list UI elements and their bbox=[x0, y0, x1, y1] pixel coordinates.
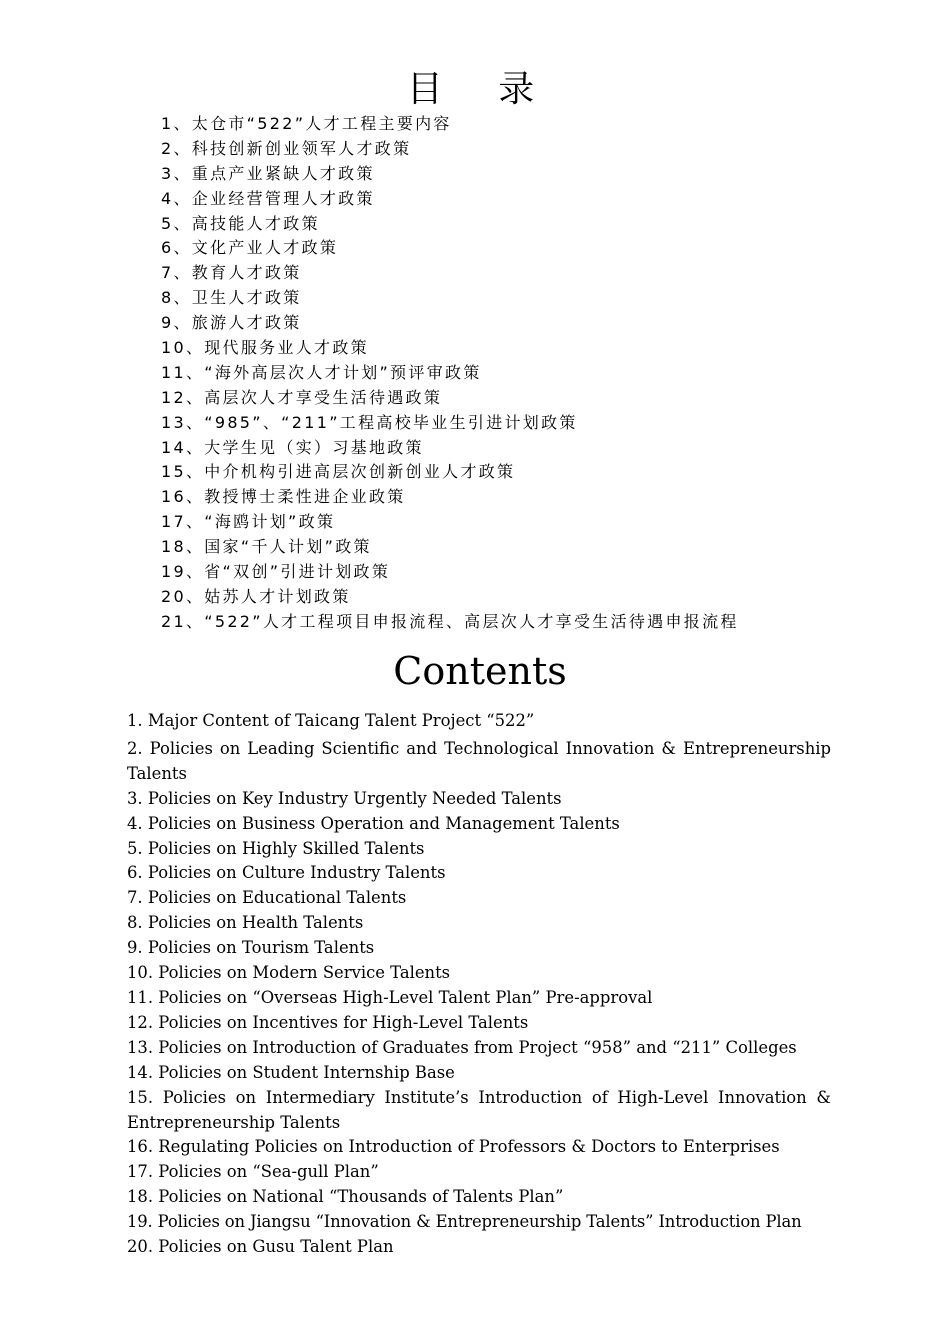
toc-item-cn: 6、文化产业人才政策 bbox=[161, 238, 339, 258]
toc-item-cn: 12、高层次人才享受生活待遇政策 bbox=[161, 387, 443, 407]
toc-item-cn: 3、重点产业紧缺人才政策 bbox=[161, 163, 375, 183]
toc-item-en: 4. Policies on Business Operation and Management Talents bbox=[127, 813, 620, 833]
toc-item-cn: 4、企业经营管理人才政策 bbox=[161, 188, 375, 208]
toc-item-en: 13. Policies on Introduction of Graduates from Project “958” and “211” Colleges bbox=[127, 1037, 797, 1057]
toc-item-en: 17. Policies on “Sea-gull Plan” bbox=[127, 1162, 379, 1182]
toc-item-cn: 8、卫生人才政策 bbox=[161, 288, 302, 308]
toc-item-cn: 9、旅游人才政策 bbox=[161, 313, 302, 333]
toc-list-chinese bbox=[161, 112, 739, 635]
toc-item-en: 15. Policies on Intermediary Institute’s Introduction of High-Level Innovation & Entrepreneurship Talents bbox=[127, 1087, 831, 1132]
toc-title-chinese: 目 录 bbox=[406, 69, 557, 110]
toc-item-en: 20. Policies on Gusu Talent Plan bbox=[127, 1237, 394, 1257]
toc-item-en: 5. Policies on Highly Skilled Talents bbox=[127, 838, 425, 858]
toc-item-en: 16. Regulating Policies on Introduction of Professors & Doctors to Enterprises bbox=[127, 1137, 780, 1157]
toc-item-en: 3. Policies on Key Industry Urgently Needed Talents bbox=[127, 788, 562, 808]
toc-item-en: 7. Policies on Educational Talents bbox=[127, 888, 407, 908]
toc-title-english: Contents bbox=[393, 649, 567, 693]
toc-item-en: 12. Policies on Incentives for High-Level Talents bbox=[127, 1012, 529, 1032]
toc-item-cn: 17、“海鸥计划”政策 bbox=[161, 512, 336, 532]
toc-item-cn: 16、教授博士柔性进企业政策 bbox=[161, 487, 406, 507]
toc-item-en: 19. Policies on Jiangsu “Innovation & Entrepreneurship Talents” Introduction Plan bbox=[127, 1212, 802, 1232]
toc-item-en: 10. Policies on Modern Service Talents bbox=[127, 963, 451, 983]
toc-item-cn: 14、大学生见（实）习基地政策 bbox=[161, 437, 424, 457]
toc-item-en: 6. Policies on Culture Industry Talents bbox=[127, 863, 446, 883]
toc-item-cn: 19、省“双创”引进计划政策 bbox=[161, 562, 391, 582]
toc-item-cn: 2、科技创新创业领军人才政策 bbox=[161, 138, 412, 158]
toc-item-cn: 15、中介机构引进高层次创新创业人才政策 bbox=[161, 462, 516, 482]
toc-item-en: 2. Policies on Leading Scientific and Technological Innovation & Entrepreneurship Talents bbox=[127, 738, 831, 783]
toc-item-cn: 10、现代服务业人才政策 bbox=[161, 338, 369, 358]
toc-item-en: 11. Policies on “Overseas High-Level Talent Plan” Pre-approval bbox=[127, 987, 653, 1007]
toc-item-cn: 7、教育人才政策 bbox=[161, 263, 302, 283]
toc-item-cn: 13、“985”、“211”工程高校毕业生引进计划政策 bbox=[161, 412, 578, 432]
toc-list-english bbox=[127, 709, 831, 1260]
toc-item-en: 14. Policies on Student Internship Base bbox=[127, 1062, 455, 1082]
toc-item-en: 8. Policies on Health Talents bbox=[127, 913, 364, 933]
toc-item-cn: 1、太仓市“522”人才工程主要内容 bbox=[161, 114, 452, 133]
toc-item-en: 18. Policies on National “Thousands of Talents Plan” bbox=[127, 1187, 564, 1207]
toc-item-cn: 21、“522”人才工程项目申报流程、高层次人才享受生活待遇申报流程 bbox=[161, 611, 739, 631]
toc-item-en: 1. Major Content of Taicang Talent Project “522” bbox=[127, 711, 535, 730]
toc-item-en: 9. Policies on Tourism Talents bbox=[127, 938, 375, 958]
toc-item-cn: 20、姑苏人才计划政策 bbox=[161, 586, 351, 606]
toc-item-cn: 5、高技能人才政策 bbox=[161, 213, 320, 233]
toc-item-cn: 11、“海外高层次人才计划”预评审政策 bbox=[161, 362, 482, 382]
toc-item-cn: 18、国家“千人计划”政策 bbox=[161, 537, 372, 557]
